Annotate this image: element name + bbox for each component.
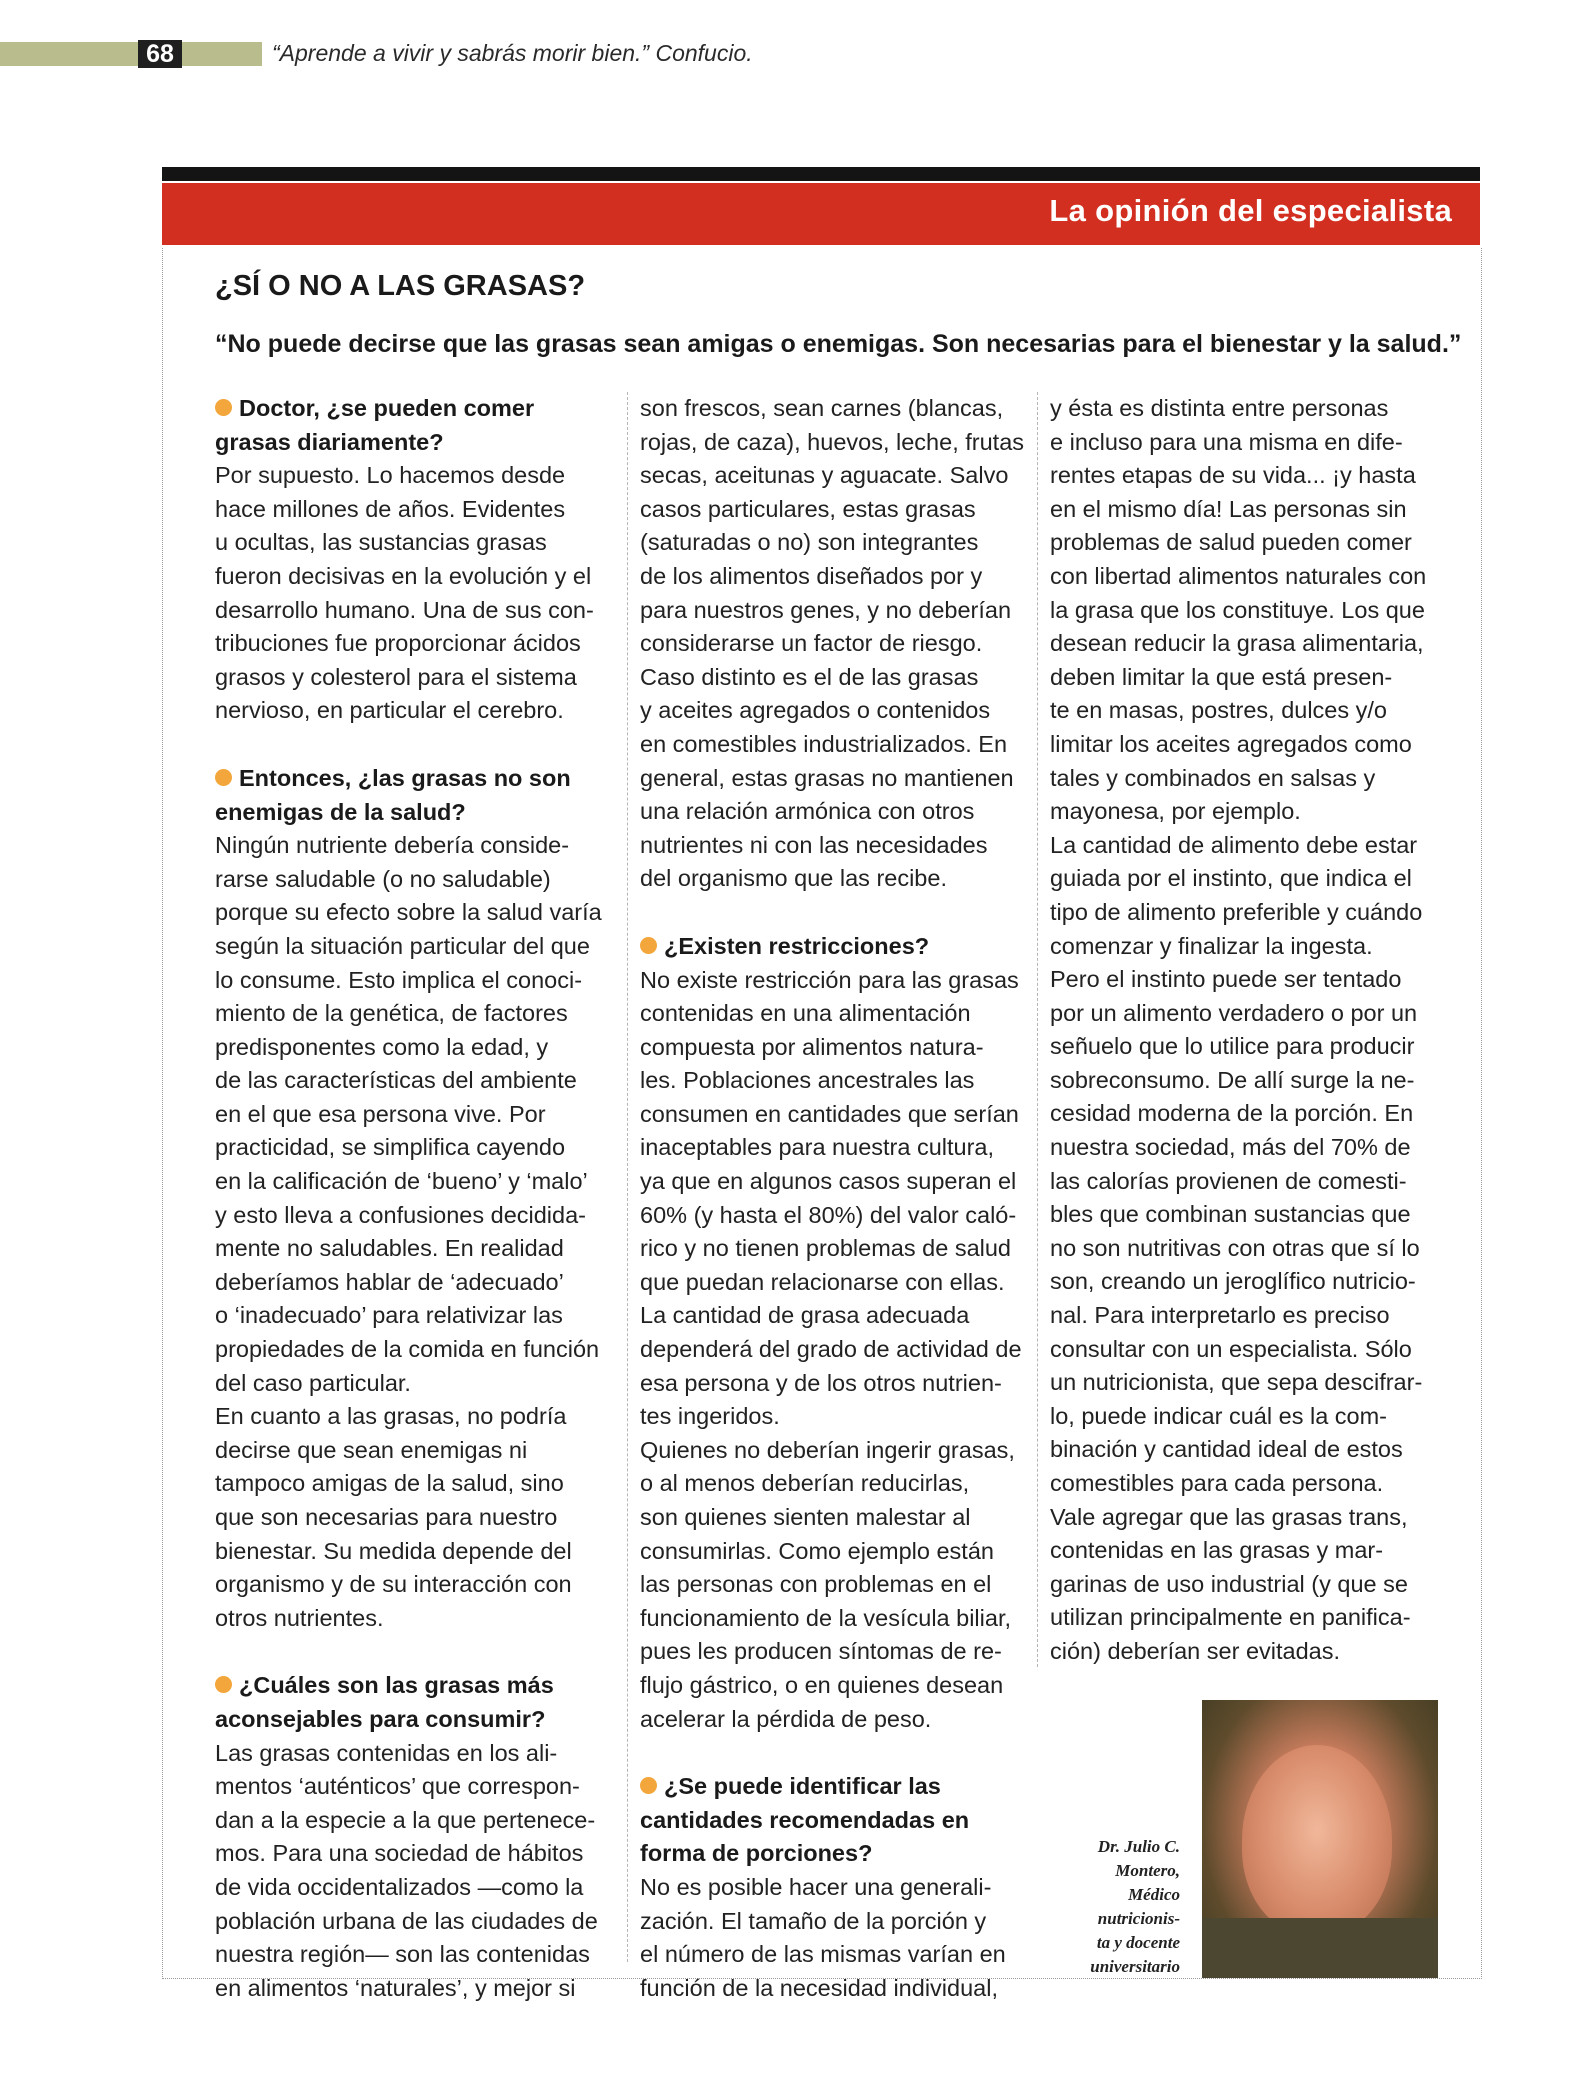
answer-paragraph: En cuanto a las grasas, no podría decirse que sean enemigas ni tampoco amigas de la salud, sino que son necesarias para nuestro bienestar. Su medida depende del organismo y de su interacción con otros nutrientes. [215,1403,572,1631]
question-heading: Entonces, ¿las grasas no son enemigas de la salud? [215,764,571,825]
bullet-icon [215,1676,232,1693]
question-heading: ¿Se puede identificar las cantidades recomendadas en forma de porciones? [640,1773,970,1867]
article-column-1 [215,392,610,2005]
answer-paragraph: y ésta es distinta entre personas e incluso para una misma en dife- rentes etapas de su vida... ¡y hasta en el mismo día! Las personas sin problemas de salud pueden comer con libertad alimentos naturales con la grasa que los constituye. Los que desean reducir la grasa alimentaria, deben limitar la que está presen- te en masas, postres, dulces y/o limitar los aceites agregados como tales y combinados en salsas y mayonesa, por ejemplo. [1050,395,1427,825]
answer-paragraph: Ningún nutriente debería conside- rarse saludable (o no saludable) porque su efecto sobre la salud varía según la situación particular del que lo consume. Esto implica el conoci- miento de la genética, de factores predisponentes como la edad, y de las características del ambiente en el que esa persona vive. Por practicidad, se simplifica cayendo en la calificación de ‘bueno’ y ‘malo’ y esto lleva a confusiones decidida- mente no saludables. En realidad deberíamos hablar de ‘adecuado’ o ‘inadecuado’ para relativizar las propiedades de la comida en función del caso particular. [215,832,602,1396]
header-quote: “Aprende a vivir y sabrás morir bien.” Confucio. [272,40,753,66]
article-headline: ¿SÍ O NO A LAS GRASAS? [215,270,586,302]
column-divider [627,392,628,1962]
bullet-icon [215,769,232,786]
header-decor-bar-right [182,42,262,66]
author-photo [1202,1700,1438,1978]
question-heading: ¿Existen restricciones? [640,930,1025,964]
answer-paragraph: son frescos, sean carnes (blancas, rojas, de caza), huevos, leche, frutas secas, aceitunas y aguacate. Salvo casos particulares, estas grasas (saturadas o no) son integrantes de los alimentos diseñados por y para nuestros genes, y no deberían considerarse un factor de riesgo. Caso distinto es el de las grasas y aceites agregados o contenidos en comestibles industrializados. En general, estas grasas no mantienen una relación armónica con otros nutrientes ni con las necesidades del organismo que las recibe. [640,395,1025,892]
article-column-2 [640,392,1025,2005]
bullet-icon [640,937,657,954]
section-title: La opinión del especialista [1049,193,1452,228]
page-number: 68 [138,40,182,68]
answer-paragraph: Pero el instinto puede ser tentado por un alimento verdadero o por un señuelo que lo utilice para producir sobreconsumo. De allí surge la ne- cesidad moderna de la porción. En nuestra sociedad, más del 70% de las calorías provienen de comesti- bles que combinan sustancias que no son nutritivas con otras que sí lo son, creando un jeroglífico nutricio- nal. Para interpretarlo es preciso consultar con un especialista. Sólo un nutricionista, que sepa descifrar- lo, puede indicar cuál es la com- binación y cantidad ideal de estos comestibles para cada persona. [1050,966,1423,1496]
answer-paragraph: Por supuesto. Lo hacemos desde hace millones de años. Evidentes u ocultas, las sustancias grasas fueron decisivas en la evolución y el desarrollo humano. Una de sus con- tribuciones fue proporcionar ácidos grasos y colesterol para el sistema nervioso, en particular el cerebro. [215,462,594,724]
header-decor-bar-left [0,42,138,66]
answer-paragraph: Quienes no deberían ingerir grasas, o al menos deberían reducirlas, son quienes sienten malestar al consumirlas. Como ejemplo están las personas con problemas en el funcionamiento de la vesícula biliar, pues les producen síntomas de re- flujo gástrico, o en quienes desean acelerar la pérdida de peso. [640,1436,1015,1732]
author-shirt-shape [1202,1918,1438,1978]
answer-paragraph: No existe restricción para las grasas contenidas en una alimentación compuesta por alimentos natura- les. Poblaciones ancestrales las consumen en cantidades que serían inaceptables para nuestra cultura, ya que en algunos casos superan el 60% (y hasta el 80%) del valor caló- rico y no tienen problemas de salud que puedan relacionarse con ellas. La cantidad de grasa adecuada dependerá del grado de actividad de esa persona y de los otros nutrien- tes ingeridos. [640,966,1022,1430]
question-heading: Doctor, ¿se pueden comer grasas diariamente? [215,395,535,455]
section-rule [162,167,1480,181]
author-face-shape [1242,1745,1392,1935]
answer-paragraph: La cantidad de alimento debe estar guiada por el instinto, que indica el tipo de alimento preferible y cuándo comenzar y finalizar la ingesta. [1050,831,1423,959]
section-banner [162,183,1480,245]
bullet-icon [215,399,232,416]
answer-paragraph: Vale agregar que las grasas trans, contenidas en las grasas y mar- garinas de uso industrial (y que se utilizan principalmente en panifica- ción) deberían ser evitadas. [1050,1503,1411,1664]
question-heading: ¿Cuáles son las grasas más aconsejables para consumir? [215,1672,554,1732]
article-pull-quote: “No puede decirse que las grasas sean amigas o enemigas. Son necesarias para el bienestar y la salud.” [215,330,1462,358]
column-divider [1037,392,1038,1667]
answer-paragraph: No es posible hacer una generali- zación. El tamaño de la porción y el número de las mismas varían en función de la necesidad individual, [640,1873,1006,2001]
article-column-3 [1050,392,1440,1669]
author-caption: Dr. Julio C. Montero, Médico nutricionis- ta y docente universitario [1090,1837,1180,1976]
answer-paragraph: Las grasas contenidas en los ali- mentos ‘auténticos’ que correspon- dan a la especie a la que pertenece- mos. Para una sociedad de hábitos de vida occidentalizados —como la población urbana de las ciudades de nuestra región— son las contenidas en alimentos ‘naturales’, y mejor si [215,1739,598,2001]
bullet-icon [640,1777,657,1794]
